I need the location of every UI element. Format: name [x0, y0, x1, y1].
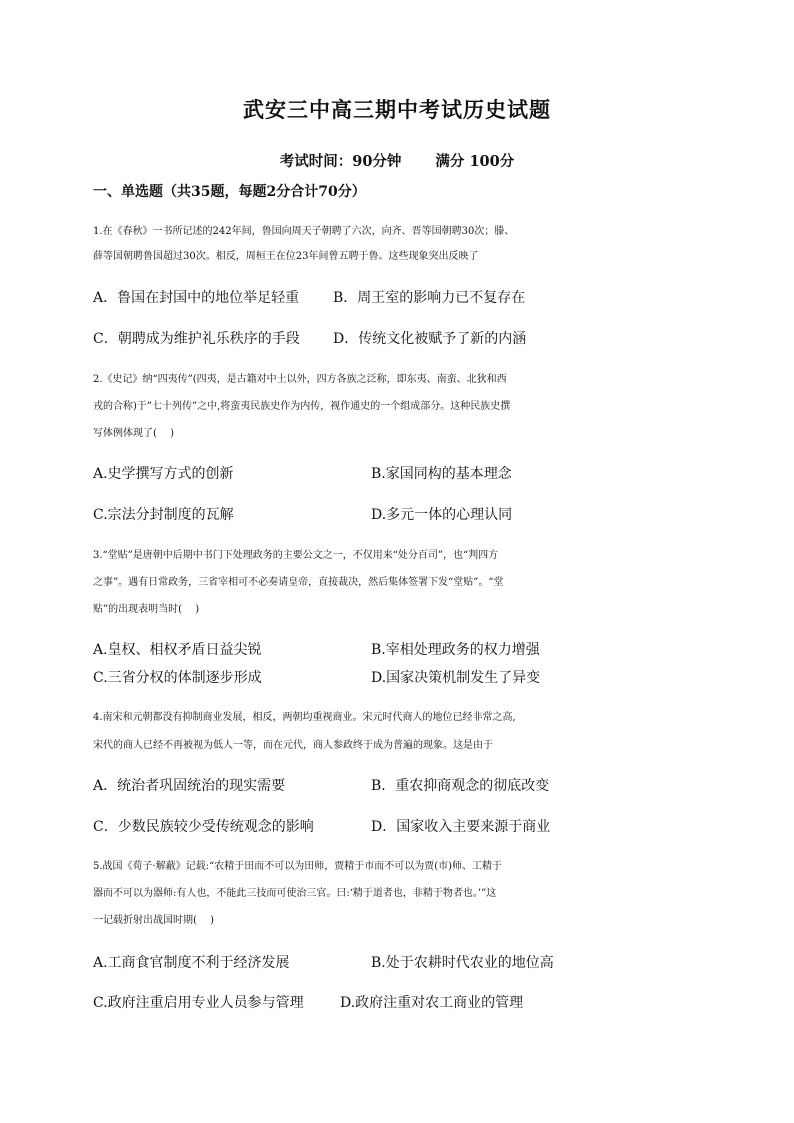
question-text-line: 戎的合称)于”七十列传”之中,将蛮夷民族史作为内传，视作通史的一个组成部分。这种民族史撰	[93, 401, 511, 412]
question-text-line: 薛等国朝聘鲁国超过30次。相反，周桓王在位23年间曾五聘于鲁。这些现象突出反映了	[93, 251, 479, 262]
option-c: C.宗法分封制度的瓦解	[93, 507, 234, 523]
option-a: A．统治者巩固统治的现实需要	[93, 778, 286, 794]
exam-info	[0, 150, 794, 171]
option-c: C.三省分权的体制逐步形成	[93, 670, 262, 686]
exam-title: 武安三中高三期中考试历史试题	[243, 97, 551, 122]
question-text-line: 5.战国《荀子·解蔽》记载:“农精于田而不可以为田师，贾精于市而不可以为贾(市)师、工精于	[93, 861, 503, 872]
option-b: B．重农抑商观念的彻底改变	[371, 778, 550, 794]
option-a: A.皇权、相权矛盾日益尖锐	[93, 642, 262, 658]
option-d: D．国家收入主要来源于商业	[371, 819, 551, 835]
question-text-line: 之事”。遇有日常政务，三省宰相可不必奏请皇帝，直接裁决，然后集体签署下发“堂贴”。“堂	[93, 577, 504, 588]
question-text-line: 写体例体现了( )	[93, 428, 174, 439]
option-a: A.史学撰写方式的创新	[93, 466, 234, 482]
option-d: D.政府注重对农工商业的管理	[340, 995, 524, 1011]
question-text-line: 宋代的商人已经不再被视为低人一等，而在元代，商人参政终于成为普遍的现象。这是由于	[93, 740, 493, 751]
option-a: A．鲁国在封国中的地位举足轻重	[93, 290, 300, 306]
section-heading: 一、单选题（共35题，每题2分合计70分）	[93, 184, 366, 200]
option-c: C．少数民族较少受传统观念的影响	[93, 819, 314, 835]
question-text-line: 4.南宋和元朝都没有抑制商业发展，相反，两朝均重视商业。宋元时代商人的地位已经非常之高,	[93, 712, 516, 723]
option-b: B.宰相处理政务的权力增强	[371, 642, 540, 658]
option-c: C.政府注重启用专业人员参与管理	[93, 995, 304, 1011]
exam-time: 考试时间：90分钟	[279, 153, 402, 170]
option-b: B．周王室的影响力已不复存在	[333, 290, 526, 306]
option-d: D.国家决策机制发生了异变	[371, 670, 541, 686]
option-a: A.工商食官制度不利于经济发展	[93, 955, 290, 971]
option-d: D．传统文化被赋予了新的内涵	[333, 331, 527, 347]
option-c: C．朝聘成为维护礼乐秩序的手段	[93, 331, 300, 347]
question-text-line: 2.《史记》纳“四夷传”(四夷，是古籍对中土以外，四方各族之泛称，即东夷、南蛮、北狄和西	[93, 374, 507, 385]
option-b: B.家国同构的基本理念	[371, 466, 512, 482]
question-text-line: 器而不可以为器师:有人也，不能此三技而可使治三官。曰:‘精于道者也，非精于物者也。’”这	[93, 888, 497, 899]
option-b: B.处于农耕时代农业的地位高	[371, 955, 554, 971]
exam-full-score: 满分 100分	[435, 153, 515, 170]
question-text-line: 贴”的出现表明当时( )	[93, 604, 200, 615]
question-text-line: 3.“堂贴”是唐朝中后期中书门下处理政务的主要公文之一，不仅用来“处分百司”，也“判四方	[93, 550, 499, 561]
option-d: D.多元一体的心理认同	[371, 507, 513, 523]
question-text-line: 一记载折射出战国时期( )	[93, 915, 214, 926]
question-text-line: 1.在《春秋》一书所记述的242年间，鲁国向周天子朝聘了六次，向齐、晋等国朝聘30次；滕、	[93, 226, 515, 237]
